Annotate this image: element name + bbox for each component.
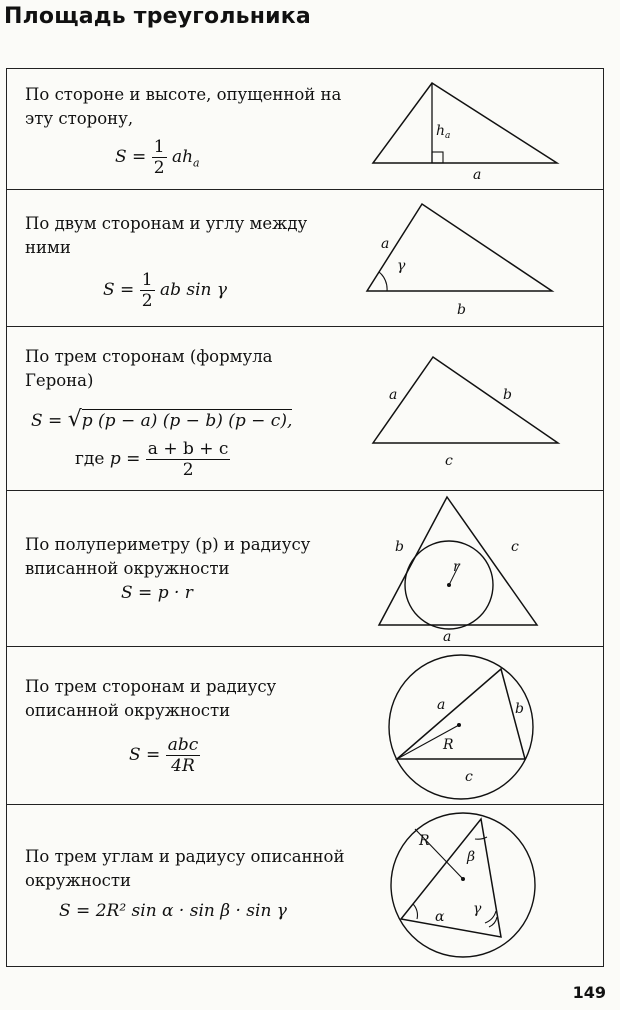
fraction-denominator: 2 (153, 158, 165, 178)
formula-rhs: ah (171, 147, 194, 167)
fraction-denominator: 2 (182, 460, 194, 480)
sqrt-sign: √ (67, 407, 82, 432)
angle-gamma-label: γ (473, 901, 482, 917)
formula-rhs: ab sin γ (159, 280, 228, 300)
side-a-label: a (437, 697, 446, 713)
fraction (166, 735, 201, 776)
formula-table (6, 68, 604, 967)
row-description: По трем углам и радиусу описанной окружности (25, 847, 345, 890)
fraction-denominator: 2 (141, 291, 153, 311)
fraction-numerator: 1 (153, 137, 165, 157)
table-row (7, 327, 603, 491)
angle-alpha-label: α (435, 909, 445, 925)
fraction-numerator: a + b + c (147, 439, 229, 459)
triangle-two-sides-figure (357, 196, 562, 321)
side-b-label: b (457, 302, 466, 318)
formula (115, 137, 200, 178)
table-row (7, 647, 603, 805)
formula-subscript: a (193, 156, 200, 170)
row-description: По двум сторонам и углу между ними (25, 214, 308, 257)
side-a-label: a (381, 236, 390, 252)
table-row (7, 190, 603, 327)
side-a-label: a (443, 629, 452, 645)
formula-lhs: S = (31, 411, 63, 431)
formula-lhs: S = (103, 280, 135, 300)
side-c-label: c (511, 539, 519, 555)
side-b-label: b (515, 701, 524, 717)
page-number: 149 (572, 983, 606, 1002)
formula (103, 270, 227, 311)
fraction-numerator: abc (167, 735, 199, 755)
radius-r-label: r (453, 559, 460, 575)
formula-lhs: p = (109, 449, 141, 469)
row-description: По полупериметру (p) и радиусу вписанной окружности (25, 535, 311, 578)
side-b-label: b (395, 539, 404, 555)
formula: S = 2R² sin α · sin β · sin γ (59, 901, 287, 921)
radius-R-label: R (419, 833, 430, 849)
side-b-label: b (503, 387, 512, 403)
table-row (7, 491, 603, 647)
semiperimeter-formula (75, 439, 230, 480)
table-row (7, 69, 603, 190)
heron-formula (31, 407, 292, 432)
row-description: По трем сторонам и радиусу описанной окружности (25, 677, 277, 720)
formula (129, 735, 200, 776)
fraction (140, 270, 155, 311)
page-title: Площадь треугольника (4, 4, 311, 29)
radicand: p (p − a) (p − b) (p − c), (81, 411, 293, 431)
side-a-label: a (389, 387, 398, 403)
side-c-label: c (445, 453, 453, 469)
formula-lhs: S = (115, 147, 147, 167)
formula-lhs: S = (129, 745, 161, 765)
where-label: где (75, 449, 105, 469)
formula: S = p · r (121, 583, 193, 603)
row-description: По стороне и высоте, опущенной на эту сторону, (25, 85, 342, 128)
inscribed-circle-figure (367, 493, 567, 645)
triangle-height-figure (367, 75, 567, 187)
angle-beta-label: β (467, 849, 476, 865)
circumscribed-circle-angles-figure (385, 809, 550, 965)
circumscribed-circle-figure (381, 649, 546, 803)
table-row (7, 805, 603, 968)
height-label: $h_a$ (436, 123, 451, 141)
fraction-numerator: 1 (141, 270, 153, 290)
fraction (152, 137, 167, 178)
fraction (146, 439, 231, 480)
row-description: По трем сторонам (формула Герона) (25, 347, 273, 390)
angle-gamma-label: γ (397, 258, 406, 274)
triangle-three-sides-figure (363, 347, 563, 477)
radius-R-label: R (443, 737, 454, 753)
fraction-denominator: 4R (171, 756, 195, 776)
side-c-label: c (465, 769, 473, 785)
side-a-label: a (473, 167, 482, 183)
